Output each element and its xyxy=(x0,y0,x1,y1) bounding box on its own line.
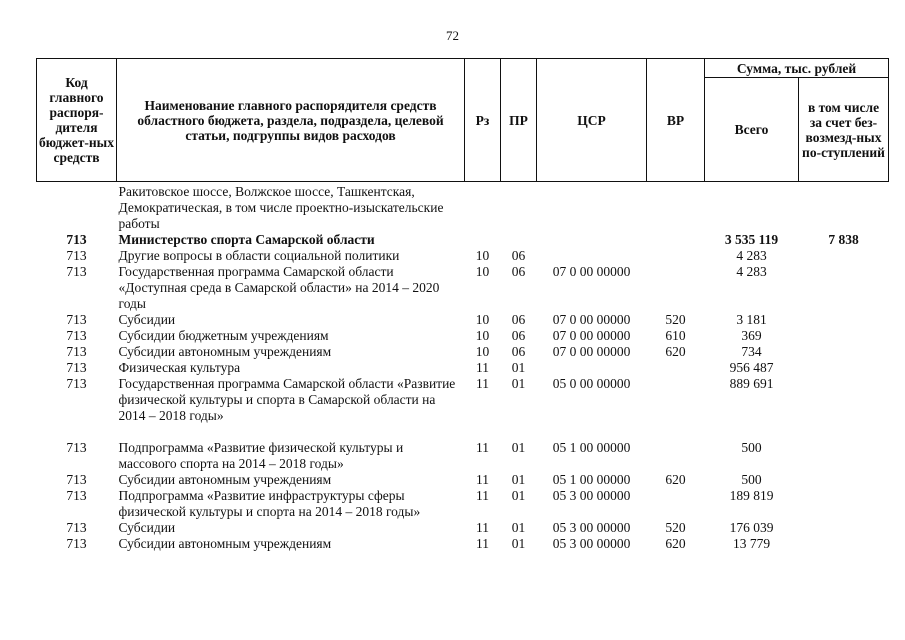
budget-table xyxy=(36,58,889,552)
cell-csr: 05 3 00 00000 xyxy=(552,536,631,551)
cell-total: 4 283 xyxy=(736,264,767,279)
cell-rz: 11 xyxy=(476,520,489,535)
cell-name: Другие вопросы в области социальной политики xyxy=(118,248,400,263)
cell-name: Государственная программа Самарской области «Развитие физической культуры и спорта в Самарской области на 2014 – 2018 годы» xyxy=(118,376,456,423)
cell-code: 713 xyxy=(66,488,87,503)
cell-code: 713 xyxy=(66,344,87,359)
cell-code: 713 xyxy=(66,232,87,247)
cell-vr xyxy=(647,360,705,376)
cell-csr: 07 0 00 00000 xyxy=(552,312,631,327)
cell-grant xyxy=(799,536,889,552)
cell-rz: 11 xyxy=(476,360,489,375)
cell-vr: 520 xyxy=(665,312,686,327)
page-number: 72 xyxy=(446,28,459,43)
cell-code: 713 xyxy=(66,440,87,455)
cell-name: Субсидии бюджетным учреждениям xyxy=(118,328,329,343)
table-row xyxy=(37,232,889,248)
cell-csr: 05 1 00 00000 xyxy=(552,472,631,487)
cell-total: 956 487 xyxy=(729,360,774,375)
cell-csr: 05 0 00 00000 xyxy=(552,376,631,391)
cell-name: Субсидии автономным учреждениям xyxy=(118,344,332,359)
cell-code: 713 xyxy=(66,328,87,343)
table-header xyxy=(37,59,889,182)
continuation-text: Ракитовское шоссе, Волжское шоссе, Ташкентская, Демократическая, в том числе проектно-изыскательские работы xyxy=(118,184,444,231)
cell-name: Подпрограмма «Развитие инфраструктуры сферы физической культуры и спорта на 2014 – 2018 годы» xyxy=(118,488,421,519)
cell-vr: 620 xyxy=(665,536,686,551)
cell-grant xyxy=(799,488,889,520)
cell-grant xyxy=(799,360,889,376)
cell-grant xyxy=(799,328,889,344)
cell-rz: 10 xyxy=(475,248,490,263)
cell-vr xyxy=(647,488,705,520)
cell-csr: 07 0 00 00000 xyxy=(552,264,631,279)
cell-csr: 05 1 00 00000 xyxy=(552,440,631,455)
cell-csr xyxy=(537,360,647,376)
cell-pr: 01 xyxy=(511,360,526,375)
table-row xyxy=(37,248,889,264)
header-name: Наименование главного распорядителя средств областного бюджета, раздела, подраздела, целевой статьи, подгруппы видов расходов xyxy=(117,59,465,182)
cell-code: 713 xyxy=(66,376,87,391)
cell-vr xyxy=(647,264,705,312)
cell-vr: 620 xyxy=(665,472,686,487)
cell-pr: 01 xyxy=(511,520,526,535)
cell-vr: 520 xyxy=(665,520,686,535)
header-rz: Рз xyxy=(465,59,501,182)
cell-code: 713 xyxy=(66,248,87,263)
cell-code: 713 xyxy=(66,264,87,279)
cell-total: 189 819 xyxy=(729,488,774,503)
cell-grant xyxy=(799,312,889,328)
cell-code: 713 xyxy=(66,536,87,551)
cell-rz: 11 xyxy=(476,488,489,503)
cell-rz: 11 xyxy=(476,472,489,487)
cell-vr: 620 xyxy=(665,344,686,359)
table-row xyxy=(37,360,889,376)
header-code: Код главного распоря-дителя бюджет-ных средств xyxy=(37,59,117,182)
cell-pr: 06 xyxy=(511,344,526,359)
cell-grant xyxy=(799,472,889,488)
cell-pr: 06 xyxy=(511,328,526,343)
cell-pr xyxy=(501,232,537,248)
cell-rz: 10 xyxy=(475,312,490,327)
cell-total: 4 283 xyxy=(736,248,767,263)
cell-name: Субсидии автономным учреждениям xyxy=(118,536,332,551)
cell-rz xyxy=(465,232,501,248)
cell-rz: 10 xyxy=(475,328,490,343)
cell-name: Государственная программа Самарской области «Доступная среда в Самарской области» на 2014 – 2020 годы xyxy=(118,264,440,311)
cell-grant xyxy=(799,248,889,264)
cell-pr: 01 xyxy=(511,488,526,503)
cell-grant xyxy=(799,520,889,536)
cell-csr xyxy=(537,248,647,264)
cell-name: Субсидии автономным учреждениям xyxy=(118,472,332,487)
table-row xyxy=(37,376,889,424)
cell-grant xyxy=(799,344,889,360)
cell-total: 369 xyxy=(741,328,762,343)
header-vr: ВР xyxy=(647,59,705,182)
table-row xyxy=(37,472,889,488)
cell-csr: 07 0 00 00000 xyxy=(552,328,631,343)
cell-total: 500 xyxy=(741,440,762,455)
cell-total: 889 691 xyxy=(729,376,774,391)
cell-csr: 05 3 00 00000 xyxy=(552,488,631,503)
cell-name: Субсидии xyxy=(118,312,176,327)
cell-vr xyxy=(647,248,705,264)
cell-grant: 7 838 xyxy=(828,232,859,247)
cell-rz: 10 xyxy=(475,264,490,279)
header-total: Всего xyxy=(705,78,799,182)
cell-pr: 01 xyxy=(511,536,526,551)
cell-csr: 05 3 00 00000 xyxy=(552,520,631,535)
cell-code: 713 xyxy=(66,520,87,535)
cell-pr: 01 xyxy=(511,472,526,487)
cell-code: 713 xyxy=(66,312,87,327)
cell-csr xyxy=(537,232,647,248)
table-row xyxy=(37,520,889,536)
cell-code: 713 xyxy=(66,360,87,375)
table-row xyxy=(37,264,889,312)
header-csr: ЦСР xyxy=(537,59,647,182)
cell-vr: 610 xyxy=(665,328,686,343)
continuation-row xyxy=(37,182,889,233)
table-row xyxy=(37,312,889,328)
cell-total: 3 535 119 xyxy=(724,232,779,247)
table-row xyxy=(37,344,889,360)
cell-grant xyxy=(799,440,889,472)
cell-total: 734 xyxy=(741,344,762,359)
cell-name: Физическая культура xyxy=(118,360,241,375)
cell-name: Подпрограмма «Развитие физической культуры и массового спорта на 2014 – 2018 годы» xyxy=(118,440,404,471)
header-sum: Сумма, тыс. рублей xyxy=(705,59,889,78)
cell-rz: 11 xyxy=(476,536,489,551)
table-row xyxy=(37,488,889,520)
cell-pr: 06 xyxy=(511,264,526,279)
header-pr: ПР xyxy=(501,59,537,182)
cell-vr xyxy=(647,440,705,472)
cell-rz: 11 xyxy=(476,440,489,455)
cell-grant xyxy=(799,376,889,424)
cell-csr: 07 0 00 00000 xyxy=(552,344,631,359)
cell-total: 13 779 xyxy=(732,536,771,551)
cell-pr: 01 xyxy=(511,440,526,455)
cell-grant xyxy=(799,264,889,312)
spacer-row xyxy=(37,424,889,440)
table-row xyxy=(37,328,889,344)
table-body xyxy=(37,182,889,553)
cell-vr xyxy=(647,232,705,248)
cell-pr: 06 xyxy=(511,248,526,263)
cell-rz: 10 xyxy=(475,344,490,359)
cell-name: Субсидии xyxy=(118,520,176,535)
cell-total: 3 181 xyxy=(736,312,767,327)
cell-rz: 11 xyxy=(476,376,489,391)
cell-total: 500 xyxy=(741,472,762,487)
cell-pr: 01 xyxy=(511,376,526,391)
cell-name: Министерство спорта Самарской области xyxy=(118,232,375,247)
cell-vr xyxy=(647,376,705,424)
header-grant: в том числе за счет без-возмезд-ных по-ступлений xyxy=(799,78,889,182)
table-row xyxy=(37,440,889,472)
cell-total: 176 039 xyxy=(729,520,774,535)
cell-pr: 06 xyxy=(511,312,526,327)
table-row xyxy=(37,536,889,552)
cell-code: 713 xyxy=(66,472,87,487)
